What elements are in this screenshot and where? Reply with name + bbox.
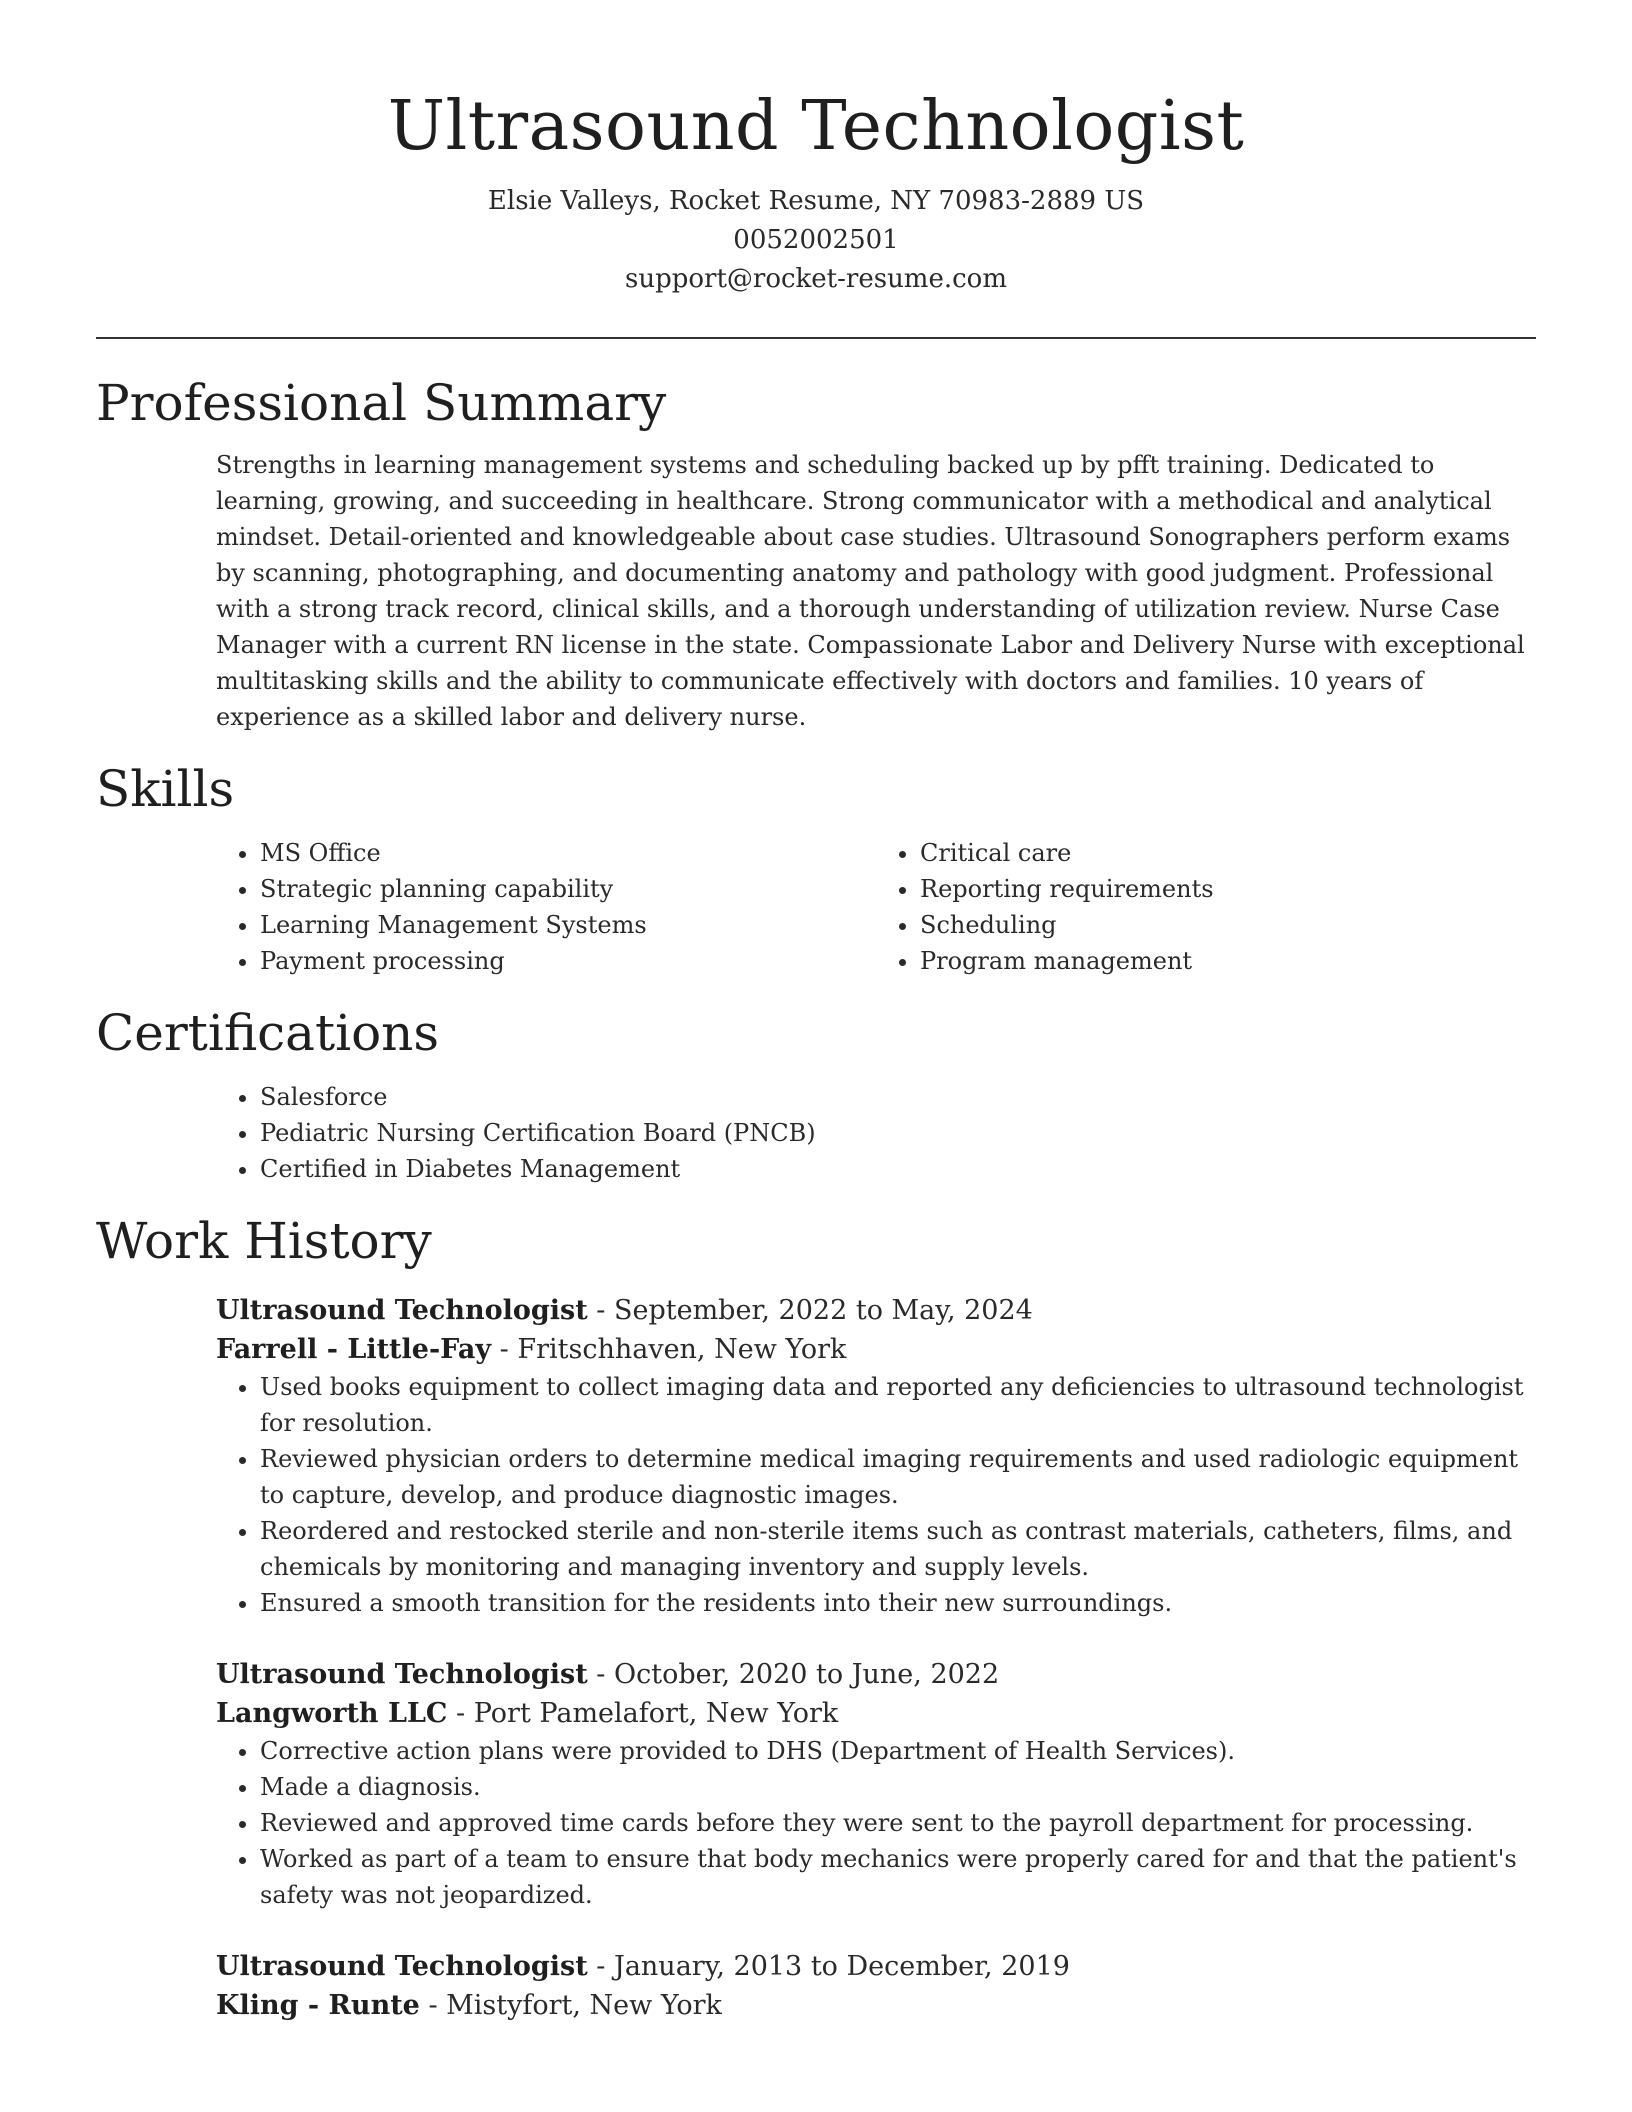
skill-item: • Payment processing [260, 943, 876, 979]
job-entry [216, 1655, 1536, 1913]
job-title-line [216, 1291, 1536, 1330]
job-entry [216, 1947, 1536, 2025]
job-company: Farrell - Little-Fay [216, 1334, 492, 1365]
skill-item: • MS Office [260, 835, 876, 871]
job-company: Langworth LLC [216, 1698, 448, 1729]
job-location: - Fritschhaven, New York [491, 1334, 847, 1365]
contact-email: support@rocket-resume.com [624, 264, 1007, 294]
certification-item: • Salesforce [260, 1079, 1536, 1115]
job-duty-item: • Reordered and restocked sterile and non-sterile items such as contrast materials, catheters, films, and chemicals by monitoring and managing inventory and supply levels. [260, 1513, 1536, 1585]
certification-item: • Certified in Diabetes Management [260, 1151, 1536, 1187]
job-entry [216, 1291, 1536, 1621]
job-role: Ultrasound Technologist [216, 1951, 588, 1982]
job-title-line [216, 1947, 1536, 1986]
certifications-section [216, 1079, 1536, 1187]
job-duty-item: • Made a diagnosis. [260, 1769, 1536, 1805]
skill-item: • Program management [920, 943, 1536, 979]
skills-list-left [216, 835, 876, 979]
job-company-line [216, 1986, 1536, 2025]
summary-text: Strengths in learning management systems and scheduling backed up by pfft training. Dedicated to learning, growing, and succeeding in healthcare. Strong communicator with a methodical and analytical mindset. Detail-oriented and knowledgeable about case studies. Ultrasound Sonographers perform exams by scanning, photographing, and documenting anatomy and pathology with good judgment. Professional with a strong track record, clinical skills, and a thorough understanding of utilization review. Nurse Case Manager with a current RN license in the state. Compassionate Labor and Delivery Nurse with exceptional multitasking skills and the ability to communicate effectively with doctors and families. 10 years of experience as a skilled labor and delivery nurse. [216, 451, 1525, 731]
skills-list-right [876, 835, 1536, 979]
skills-heading: Skills [96, 760, 235, 818]
certifications-heading: Certifications [96, 1004, 440, 1062]
job-duty-item: • Used books equipment to collect imaging data and reported any deficiencies to ultrasound technologist for resolution. [260, 1369, 1536, 1441]
job-duties-list [216, 1369, 1536, 1621]
job-location: - Port Pamelafort, New York [447, 1698, 839, 1729]
skill-item: • Scheduling [920, 907, 1536, 943]
job-company-line [216, 1330, 1536, 1369]
skill-item: • Reporting requirements [920, 871, 1536, 907]
contact-address: Elsie Valleys, Rocket Resume, NY 70983-2889 US [487, 186, 1145, 216]
job-role: Ultrasound Technologist [216, 1659, 588, 1690]
skill-item: • Strategic planning capability [260, 871, 876, 907]
resume-page [96, 0, 1536, 2025]
certification-item: • Pediatric Nursing Certification Board (PNCB) [260, 1115, 1536, 1151]
contact-phone: 0052002501 [733, 225, 899, 255]
header-divider [96, 337, 1536, 339]
resume-name: Ultrasound Technologist [387, 87, 1245, 166]
job-company: Kling - Runte [216, 1990, 420, 2021]
job-role: Ultrasound Technologist [216, 1295, 588, 1326]
job-dates: - September, 2022 to May, 2024 [587, 1295, 1033, 1326]
job-duty-item: • Worked as part of a team to ensure that body mechanics were properly cared for and that the patient's safety was not jeopardized. [260, 1841, 1536, 1913]
job-dates: - October, 2020 to June, 2022 [587, 1659, 1000, 1690]
resume-header [96, 0, 1536, 299]
work-history-section [216, 1291, 1536, 2025]
skills-section [216, 835, 1536, 979]
summary-heading: Professional Summary [96, 374, 667, 432]
summary-section [216, 447, 1536, 735]
skill-item: • Learning Management Systems [260, 907, 876, 943]
job-company-line [216, 1694, 1536, 1733]
certifications-list [216, 1079, 1536, 1187]
job-location: - Mistyfort, New York [419, 1990, 722, 2021]
job-duty-item: • Reviewed and approved time cards before they were sent to the payroll department for processing. [260, 1805, 1536, 1841]
job-duties-list [216, 1733, 1536, 1913]
skill-item: • Critical care [920, 835, 1536, 871]
job-duty-item: • Reviewed physician orders to determine medical imaging requirements and used radiologic equipment to capture, develop, and produce diagnostic images. [260, 1441, 1536, 1513]
job-duty-item: • Corrective action plans were provided to DHS (Department of Health Services). [260, 1733, 1536, 1769]
job-title-line [216, 1655, 1536, 1694]
job-duty-item: • Ensured a smooth transition for the residents into their new surroundings. [260, 1585, 1536, 1621]
job-dates: - January, 2013 to December, 2019 [587, 1951, 1070, 1982]
work-history-heading: Work History [96, 1212, 432, 1270]
